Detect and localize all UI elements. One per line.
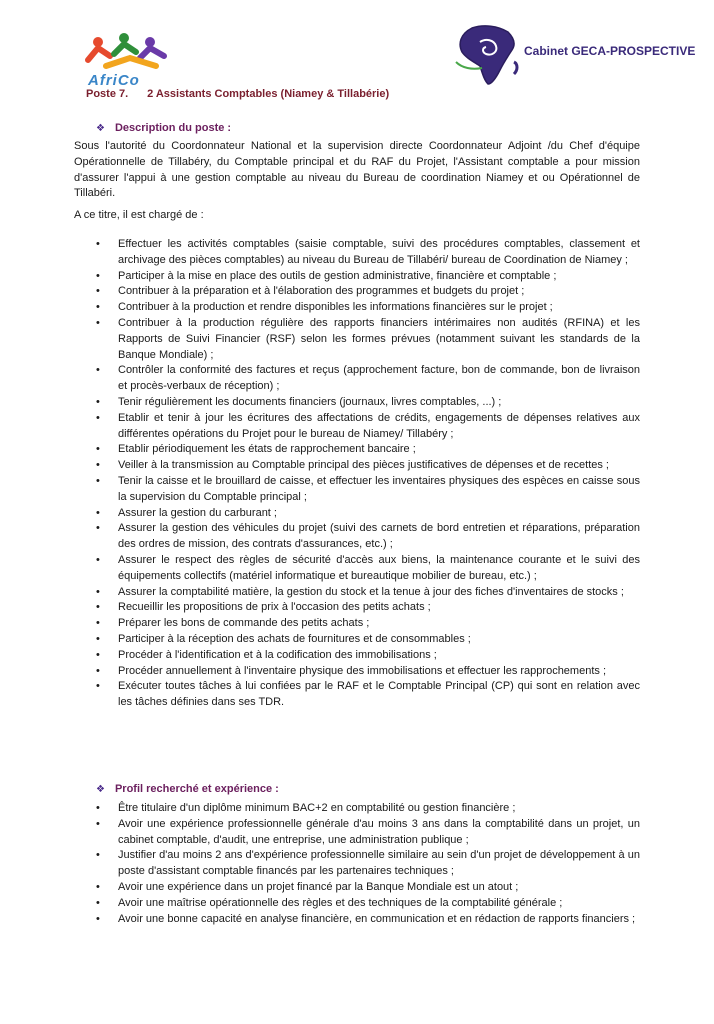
bullet-icon: • — [96, 395, 100, 408]
list-item — [74, 585, 640, 601]
list-item — [74, 880, 640, 896]
geca-logo-text: Cabinet GECA-PROSPECTIVE — [524, 44, 696, 58]
africo-logo — [78, 32, 178, 88]
bullet-icon: • — [96, 585, 100, 598]
list-item-text: Etablir et tenir à jour les écritures des affectations de crédits, engagements de dépenses relatives aux différentes opérations du Projet pour le bureau de Niamey/ Tillabéry ; — [118, 411, 640, 440]
list-item — [74, 521, 640, 553]
list-item-text: Tenir la caisse et le brouillard de caisse, et effectuer les inventaires physiques des espèces en caisse sous la supervision du Comptable principal ; — [118, 474, 640, 503]
poste-title: 2 Assistants Comptables (Niamey & Tillabérie) — [147, 88, 390, 100]
list-item-text: Être titulaire d'un diplôme minimum BAC+2 en comptabilité ou gestion financière ; — [118, 802, 516, 814]
bullet-icon: • — [96, 506, 100, 519]
list-item-text: Effectuer les activités comptables (saisie comptable, suivi des procédures comptables, classement et archivage des pièces comptables) au niveau du Bureau de Tillabéri/ bureau de Coordination de Niamey ; — [118, 238, 640, 266]
bullet-icon: • — [96, 364, 100, 377]
poste-heading — [86, 88, 389, 100]
africo-logo-text: AfriCo — [88, 72, 140, 89]
list-item-text: Contrôler la conformité des factures et reçus (approchement facture, bon de commande, bon de livraison et procès-verbaux de réception) ; — [118, 364, 640, 393]
list-item — [74, 442, 640, 458]
description-intro: Sous l'autorité du Coordonnateur National et la supervision directe Coordonnateur Adjoint /du Chef d'équipe Opérationnelle de Tillabéry, du Comptable principal et du RAF du Projet, l'Assistant comptable a pour mission d'assurer l'appui à une gestion comptable au niveau du Bureau de coordination Niamey et ou Opérationnel de Tillabéri. — [74, 140, 640, 200]
list-item-text: Préparer les bons de commande des petits achats ; — [118, 617, 370, 630]
list-item-text: Avoir une maîtrise opérationnelle des règles et des techniques de la comptabilité générale ; — [118, 896, 563, 909]
list-item — [74, 237, 640, 269]
bullet-icon: • — [96, 632, 100, 645]
profil-list — [74, 801, 640, 927]
list-item — [74, 912, 640, 928]
list-item-text: Assurer la comptabilité matière, la gestion du stock et la tenue à jour des fiches d'inventaires de stocks ; — [118, 585, 624, 598]
list-item — [74, 616, 640, 632]
list-item — [74, 817, 640, 849]
list-item — [74, 632, 640, 648]
list-item-text: Contribuer à la préparation et à l'élaboration des programmes et budgets du projet ; — [118, 285, 525, 298]
bullet-icon: • — [96, 285, 100, 298]
list-item-text: Recueillir les propositions de prix à l'occasion des petits achats ; — [118, 601, 431, 614]
bullet-icon: • — [96, 664, 100, 677]
list-item-text: Justifier d'au moins 2 ans d'expérience professionnelle similaire au sein d'un projet de développement à un poste d'assistant comptable financés par les partenaires techniques ; — [118, 849, 640, 878]
diamond-bullet-icon: ❖ — [96, 784, 105, 795]
list-item — [74, 648, 640, 664]
list-item — [74, 269, 640, 285]
list-item-text: Avoir une bonne capacité en analyse financière, en communication et en rédaction de rapports financiers ; — [118, 912, 636, 925]
bullet-icon: • — [96, 553, 100, 566]
task-list — [74, 237, 640, 711]
list-item-text: Procéder à l'identification et à la codification des immobilisations ; — [118, 648, 437, 661]
list-item — [74, 300, 640, 316]
bullet-icon: • — [96, 802, 100, 814]
list-item — [74, 316, 640, 363]
list-item — [74, 411, 640, 443]
bullet-icon: • — [96, 648, 100, 661]
list-item — [74, 679, 640, 711]
list-item-text: Etablir périodiquement les états de rapprochement bancaire ; — [118, 443, 416, 456]
list-item-text: Assurer le respect des règles de sécurité d'accès aux biens, la maintenance courante et le suivi des équipements collectifs (matériel informatique et bureautique mobilier de bureau, etc.) ; — [118, 553, 640, 582]
list-item-text: Veiller à la transmission au Comptable principal des pièces justificatives de dépenses et de recettes ; — [118, 459, 609, 472]
list-item — [74, 664, 640, 680]
bullet-icon: • — [96, 817, 100, 830]
page-header — [0, 0, 714, 92]
list-item — [74, 284, 640, 300]
list-item-text: Avoir une expérience professionnelle générale d'au moins 3 ans dans la comptabilité dans un projet, un cabinet comptable, d'audit, une entreprise, une administration publique ; — [118, 817, 640, 846]
list-item-text: Participer à la réception des achats de fournitures et de consommables ; — [118, 632, 471, 645]
list-item-text: Assurer la gestion du carburant ; — [118, 506, 277, 519]
bullet-icon: • — [96, 269, 100, 282]
list-item — [74, 506, 640, 522]
profil-heading-text: Profil recherché et expérience : — [114, 783, 279, 795]
list-item-text: Tenir régulièrement les documents financiers (journaux, livres comptables, ...) ; — [118, 395, 502, 408]
bullet-icon: • — [96, 411, 100, 424]
africo-people-icon — [84, 32, 176, 74]
bullet-icon: • — [96, 301, 100, 314]
list-item — [74, 848, 640, 880]
list-item-text: Avoir une expérience dans un projet financé par la Banque Mondiale est un atout ; — [118, 880, 519, 893]
list-item — [74, 363, 640, 395]
bullet-icon: • — [96, 238, 100, 250]
bullet-icon: • — [96, 443, 100, 456]
list-item-text: Exécuter toutes tâches à lui confiées par le RAF et le Comptable Principal (CP) qui sont en relation avec les tâches définies dans ses TDR. — [118, 680, 640, 709]
africa-map-icon — [452, 22, 526, 88]
list-item — [74, 600, 640, 616]
bullet-icon: • — [96, 680, 100, 693]
bullet-icon: • — [96, 912, 100, 925]
description-lead: A ce titre, il est chargé de : — [74, 209, 204, 221]
bullet-icon: • — [96, 617, 100, 630]
bullet-icon: • — [96, 474, 100, 487]
bullet-icon: • — [96, 459, 100, 472]
bullet-icon: • — [96, 522, 100, 535]
poste-number: Poste 7. — [86, 88, 129, 100]
description-heading-text: Description du poste : — [114, 122, 232, 134]
list-item-text: Contribuer à la production régulière des rapports financiers intérimaires non audités (RFINA) et les Rapports de Suivi Financier (RSF) selon les formes prévues (notamment suivant les standards de la Banque Mondiale) ; — [118, 316, 640, 361]
geca-logo — [452, 22, 702, 92]
list-item-text: Participer à la mise en place des outils de gestion administrative, financière et comptable ; — [118, 269, 557, 282]
list-item — [74, 896, 640, 912]
bullet-icon: • — [96, 601, 100, 614]
list-item-text: Contribuer à la production et rendre disponibles les informations financières sur le projet ; — [118, 301, 553, 314]
list-item — [74, 801, 640, 817]
bullet-icon: • — [96, 316, 100, 329]
bullet-icon: • — [96, 896, 100, 909]
list-item-text: Procéder annuellement à l'inventaire physique des immobilisations et effectuer les rapprochements ; — [118, 664, 606, 677]
bullet-icon: • — [96, 880, 100, 893]
list-item — [74, 553, 640, 585]
profil-heading — [96, 783, 279, 795]
list-item — [74, 458, 640, 474]
list-item — [74, 474, 640, 506]
diamond-bullet-icon: ❖ — [96, 123, 105, 134]
list-item — [74, 395, 640, 411]
bullet-icon: • — [96, 849, 100, 862]
list-item-text: Assurer la gestion des véhicules du projet (suivi des carnets de bord entretien et réparations, préparation des ordres de mission, des contrats d'assurances, etc.) ; — [118, 522, 640, 551]
description-heading — [96, 122, 231, 134]
